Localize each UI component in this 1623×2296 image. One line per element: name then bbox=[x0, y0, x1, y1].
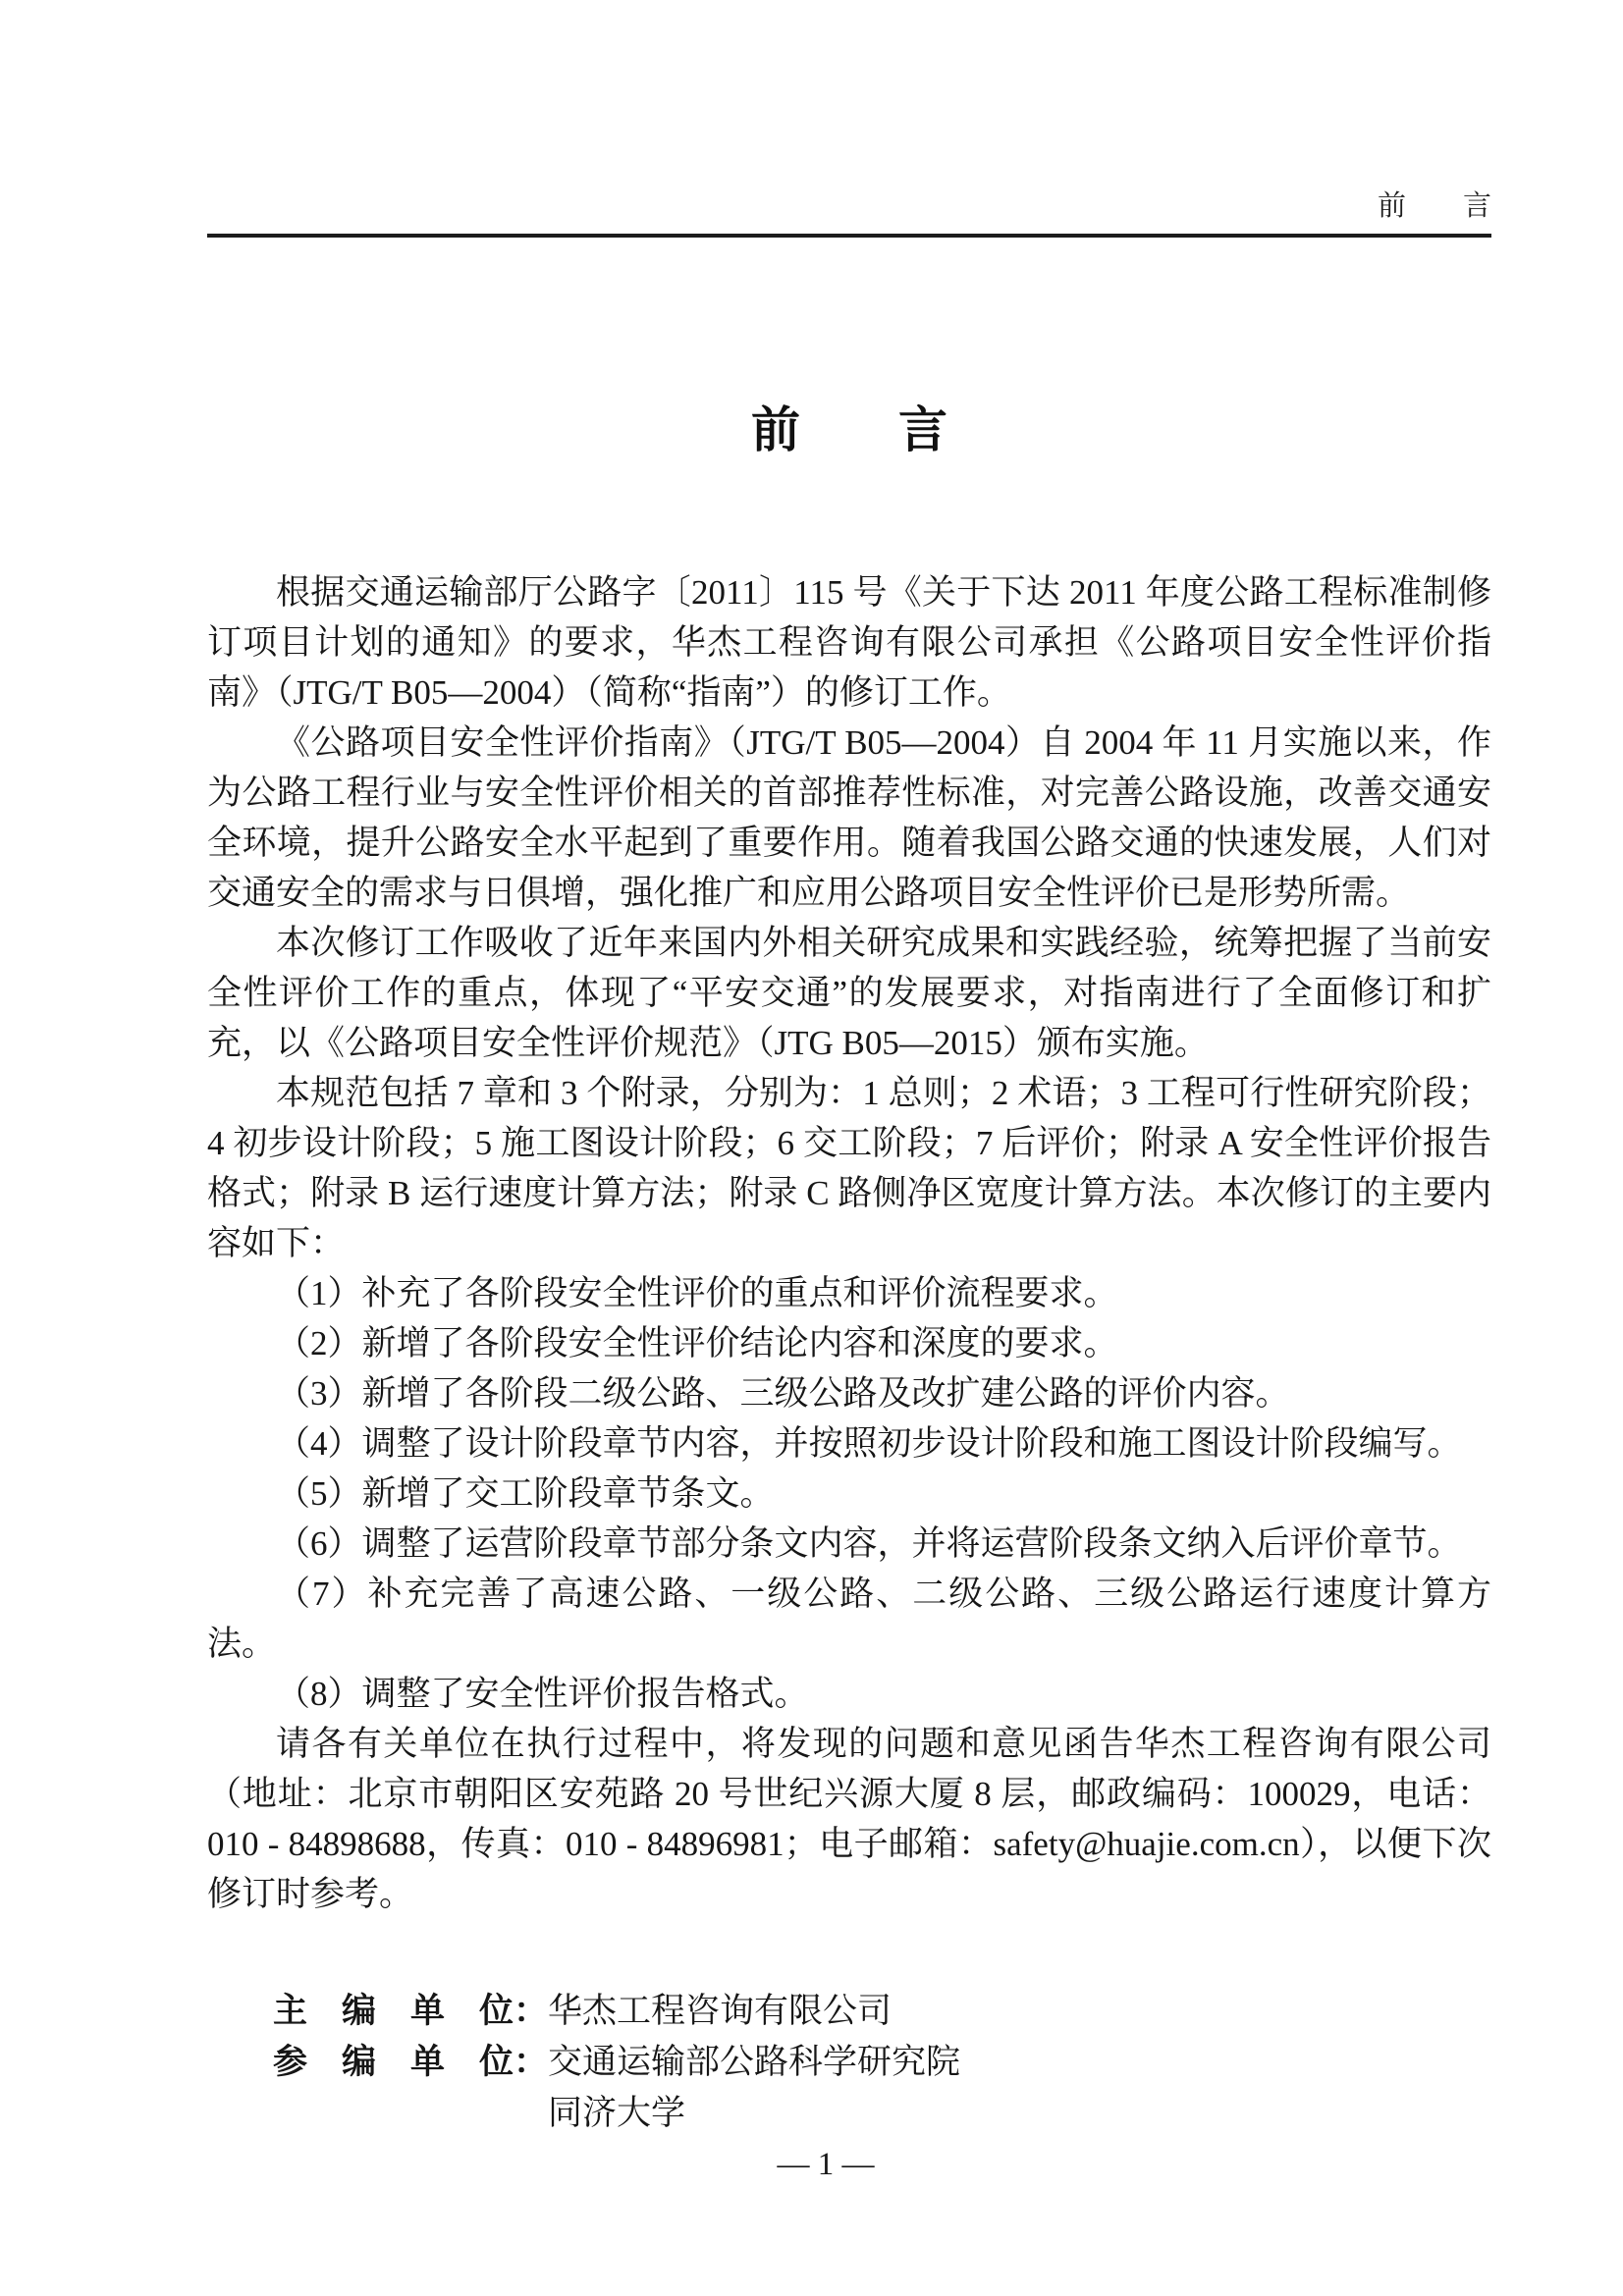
header-rule bbox=[207, 234, 1491, 238]
paragraph: 根据交通运输部厅公路字〔2011〕115 号《关于下达 2011 年度公路工程标准制修订项目计划的通知》的要求，华杰工程咨询有限公司承担《公路项目安全性评价指南》（JTG/T B05—2004）（简称“指南”）的修订工作。 bbox=[207, 573, 1491, 712]
credit-values bbox=[548, 1986, 1491, 2037]
revision-list-item: （3）新增了各阶段二级公路、三级公路及改扩建公路的评价内容。 bbox=[276, 1374, 1290, 1413]
body-text bbox=[207, 567, 1491, 2186]
credit-label: 参 编 单 位： bbox=[273, 2043, 549, 2081]
revision-list-item: （1）补充了各阶段安全性评价的重点和评价流程要求。 bbox=[276, 1274, 1118, 1312]
revision-list-item: （2）新增了各阶段安全性评价结论内容和深度的要求。 bbox=[276, 1324, 1118, 1362]
paragraph: 本次修订工作吸收了近年来国内外相关研究成果和实践经验，统筹把握了当前安全性评价工作的重点，体现了“平安交通”的发展要求，对指南进行了全面修订和扩充，以《公路项目安全性评价规范》（JTG B05—2015）颁布实施。 bbox=[207, 924, 1491, 1062]
revision-list bbox=[207, 1268, 1491, 1719]
revision-list-item: （4）调整了设计阶段章节内容，并按照初步设计阶段和施工图设计阶段编写。 bbox=[276, 1424, 1462, 1463]
credit-value-line: 华杰工程咨询有限公司 bbox=[548, 1992, 893, 2030]
running-header: 前 言 bbox=[1377, 190, 1491, 222]
closing-paragraph: 请各有关单位在执行过程中，将发现的问题和意见函告华杰工程咨询有限公司（地址：北京市朝阳区安苑路 20 号世纪兴源大厦 8 层，邮政编码：100029，电话：010 - 84898688，传真：010 - 84896981；电子邮箱：safety@huajie.com.cn），以便下次修订时参考。 bbox=[207, 1725, 1491, 1913]
paragraph: 《公路项目安全性评价指南》（JTG/T B05—2004）自 2004 年 11 月实施以来，作为公路工程行业与安全性评价相关的首部推荐性标准，对完善公路设施，改善交通安全环境，提升公路安全水平起到了重要作用。随着我国公路交通的快速发展，人们对交通安全的需求与日俱增，强化推广和应用公路项目安全性评价已是形势所需。 bbox=[207, 723, 1491, 912]
credit-values bbox=[548, 2037, 1491, 2139]
credit-row bbox=[273, 2037, 1491, 2139]
page-title: 前 言 bbox=[751, 402, 947, 457]
credits-section bbox=[273, 1986, 1491, 2139]
page-content bbox=[207, 0, 1491, 2186]
paragraph: 本规范包括 7 章和 3 个附录，分别为：1 总则；2 术语；3 工程可行性研究阶段；4 初步设计阶段；5 施工图设计阶段；6 交工阶段；7 后评价；附录 A 安全性评价报告格式；附录 B 运行速度计算方法；附录 C 路侧净区宽度计算方法。本次修订的主要内容如下： bbox=[207, 1074, 1491, 1262]
revision-list-item: （5）新增了交工阶段章节条文。 bbox=[276, 1474, 775, 1513]
credit-label: 主 编 单 位： bbox=[273, 1992, 549, 2030]
credit-value-line: 交通运输部公路科学研究院 bbox=[548, 2043, 961, 2081]
revision-list-item: （7）补充完善了高速公路、一级公路、二级公路、三级公路运行速度计算方法。 bbox=[207, 1575, 1491, 1663]
paragraph-group bbox=[207, 567, 1491, 1268]
revision-list-item: （8）调整了安全性评价报告格式。 bbox=[276, 1675, 809, 1713]
credit-row bbox=[273, 1986, 1491, 2037]
page-number: — 1 — bbox=[777, 2147, 875, 2182]
credit-value-line: 同济大学 bbox=[548, 2094, 686, 2132]
revision-list-item: （6）调整了运营阶段章节部分条文内容，并将运营阶段条文纳入后评价章节。 bbox=[276, 1524, 1462, 1563]
